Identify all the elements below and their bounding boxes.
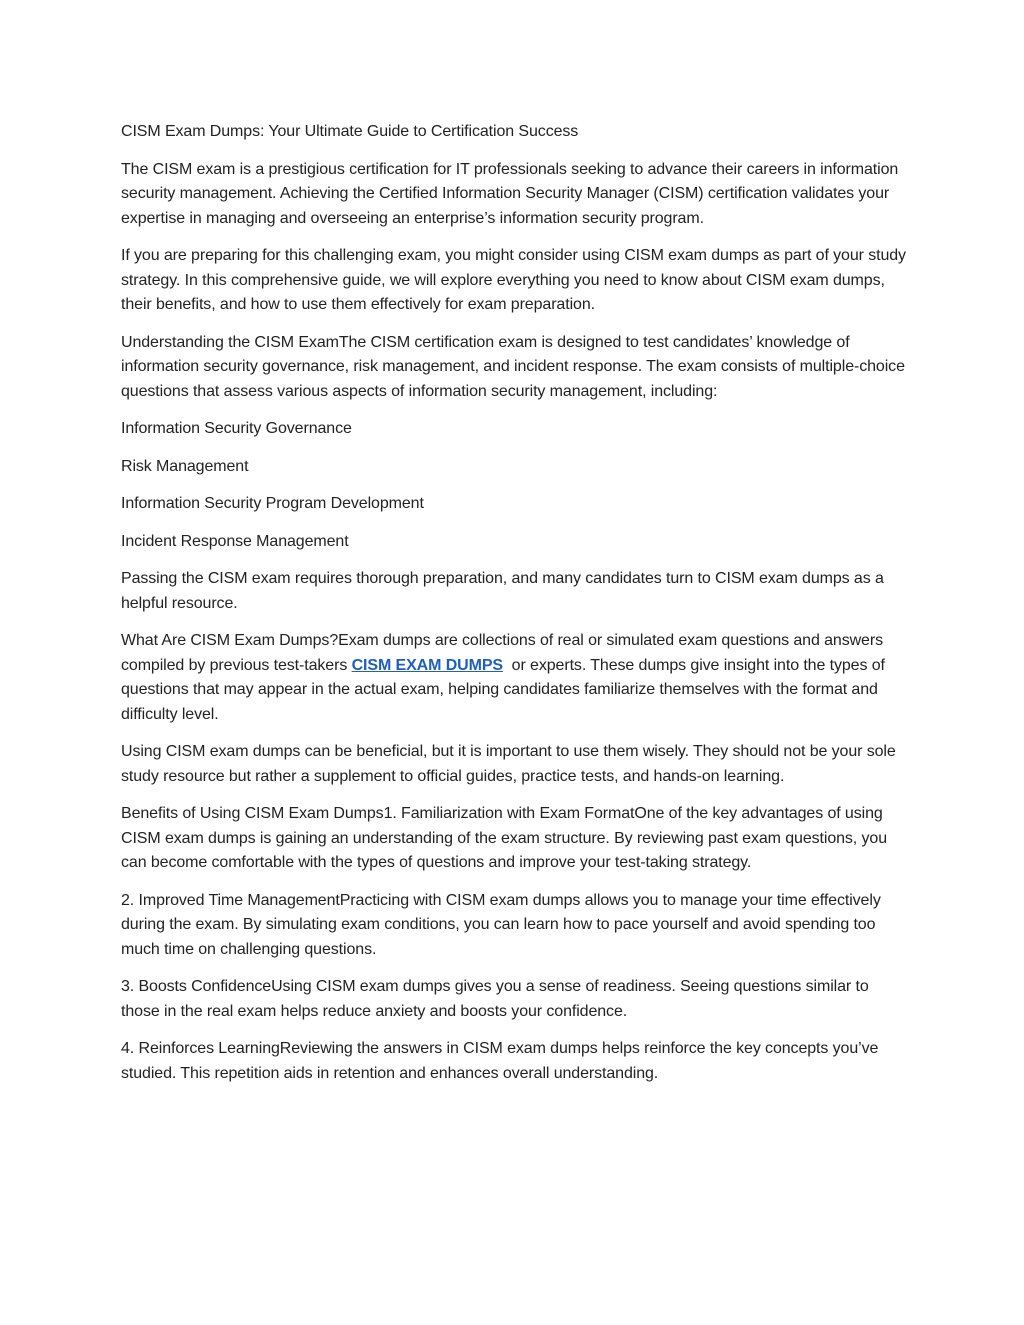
- intro-paragraph: The CISM exam is a prestigious certification for IT professionals seeking to advance their careers in information security management. Achieving the Certified Information Security Manager (CISM) certification validates your expertise in managing and overseeing an enterprise’s information security program.: [121, 160, 899, 227]
- domain-item: Incident Response Management: [121, 532, 349, 550]
- document-title: CISM Exam Dumps: Your Ultimate Guide to Certification Success: [121, 123, 579, 140]
- domain-item: Information Security Governance: [121, 420, 352, 437]
- understanding-exam-paragraph: Understanding the CISM ExamThe CISM certification exam is designed to test candidates’ knowledge of information security governance, risk management, and incident response. The exam consists of multiple-choice questions that assess various aspects of information security management, including:: [121, 333, 905, 400]
- preparation-paragraph: If you are preparing for this challenging exam, you might consider using CISM exam dumps as part of your study strategy. In this comprehensive guide, we will explore everything you need to know about CISM exam dumps, their benefits, and how to use them effectively for exam preparation.: [121, 247, 906, 313]
- what-are-dumps-text-start: What Are CISM Exam Dumps?Exam dumps are collections of real or simulated exam questions and answers compiled by previous test-takers: [121, 632, 883, 674]
- domain-item: Information Security Program Development: [121, 495, 424, 512]
- benefit-familiarization-paragraph: Benefits of Using CISM Exam Dumps1. Familiarization with Exam FormatOne of the key advantages of using CISM exam dumps is gaining an understanding of the exam structure. By reviewing past exam questions, you can become comfortable with the types of questions and improve your test-taking strategy.: [121, 805, 887, 871]
- benefit-time-management-paragraph: 2. Improved Time ManagementPracticing with CISM exam dumps allows you to manage your time effectively during the exam. By simulating exam conditions, you can learn how to pace yourself and avoid spending too much time on challenging questions.: [121, 891, 881, 958]
- benefit-learning-paragraph: 4. Reinforces LearningReviewing the answers in CISM exam dumps helps reinforce the key concepts you’ve studied. This repetition aids in retention and enhances overall understanding.: [121, 1040, 879, 1082]
- using-dumps-paragraph: Using CISM exam dumps can be beneficial, but it is important to use them wisely. They should not be your sole study resource but rather a supplement to official guides, practice tests, and hands-on learning.: [121, 743, 896, 785]
- document-body: [121, 120, 911, 1099]
- cism-exam-dumps-link[interactable]: CISM EXAM DUMPS: [351, 656, 503, 674]
- passing-paragraph: Passing the CISM exam requires thorough preparation, and many candidates turn to CISM exam dumps as a helpful resource.: [121, 570, 884, 612]
- benefit-confidence-paragraph: 3. Boosts ConfidenceUsing CISM exam dumps gives you a sense of readiness. Seeing questions similar to those in the real exam helps reduce anxiety and boosts your confidence.: [121, 978, 869, 1020]
- domain-item: Risk Management: [121, 457, 249, 475]
- what-are-dumps-paragraph: [121, 629, 911, 727]
- what-are-dumps-text-end: or experts. These dumps give insight into the types of questions that may appear in the actual exam, helping candidates familiarize themselves with the format and difficulty level.: [121, 656, 890, 723]
